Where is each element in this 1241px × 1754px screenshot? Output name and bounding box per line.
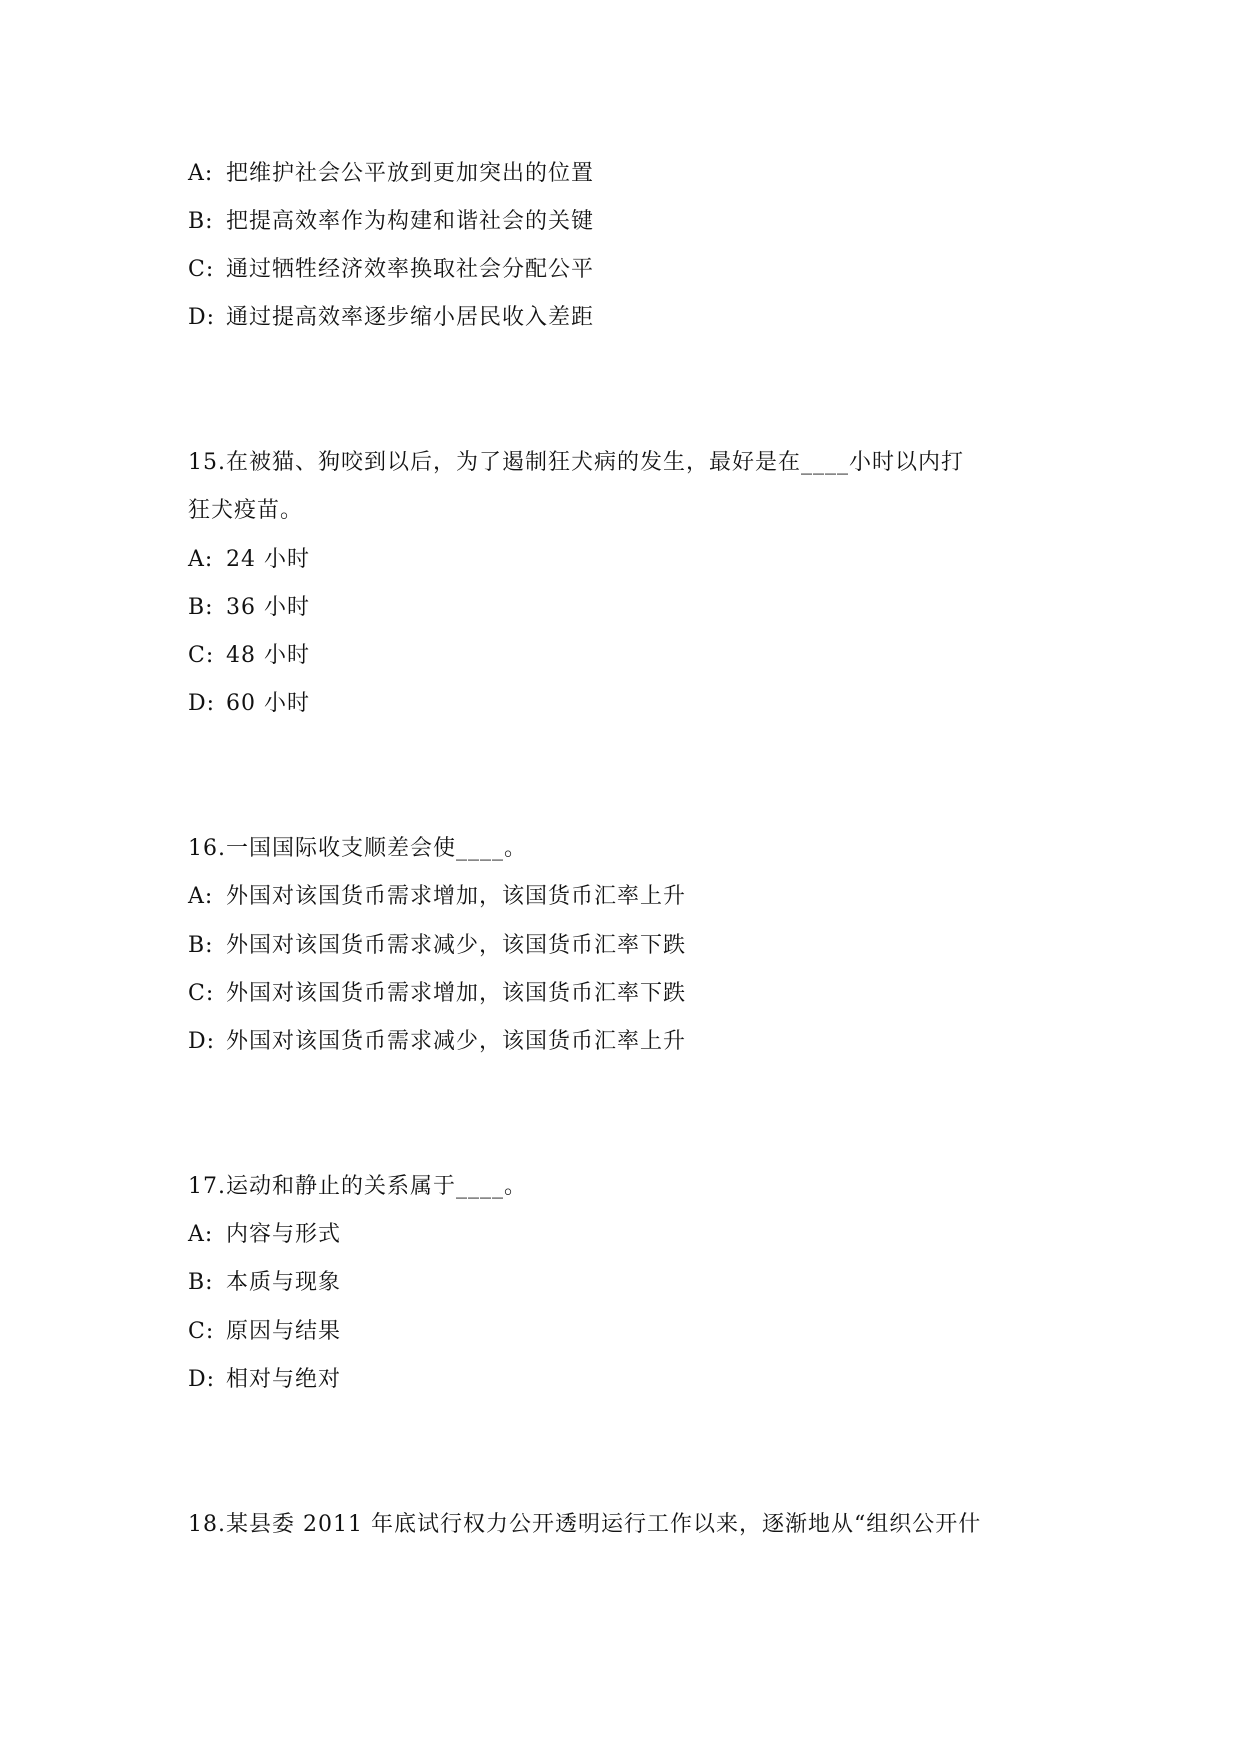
option-text: 通过牺牲经济效率换取社会分配公平 <box>226 257 595 282</box>
option-key: D: <box>188 305 216 330</box>
option-text: 相对与绝对 <box>226 1367 342 1392</box>
q16-option-b <box>188 931 686 961</box>
q14-option-d <box>188 303 594 333</box>
q14-option-c <box>188 255 594 285</box>
option-text: 把维护社会公平放到更加突出的位置 <box>226 161 595 186</box>
option-text: 外国对该国货币需求减少，该国货币汇率下跌 <box>226 933 687 958</box>
q15-stem-line1: 15.在被猫、狗咬到以后，为了遏制狂犬病的发生，最好是在____小时以内打 <box>188 450 964 475</box>
option-key: C: <box>188 257 215 282</box>
option-text: 48 小时 <box>226 643 310 668</box>
option-text: 24 小时 <box>226 547 310 572</box>
option-text: 原因与结果 <box>226 1319 342 1344</box>
q16-option-c <box>188 979 686 1009</box>
q14-option-a <box>188 159 594 189</box>
option-text: 本质与现象 <box>226 1270 342 1295</box>
q16-option-a <box>188 882 686 912</box>
option-key: D: <box>188 1367 216 1392</box>
option-key: A: <box>188 1222 214 1247</box>
option-key: D: <box>188 691 216 716</box>
option-text: 外国对该国货币需求增加，该国货币汇率上升 <box>226 884 687 909</box>
q16-stem: 16.一国国际收支顺差会使____。 <box>188 836 527 861</box>
option-text: 外国对该国货币需求减少，该国货币汇率上升 <box>226 1029 687 1054</box>
q15-option-d <box>188 689 310 719</box>
q15-option-c <box>188 641 310 671</box>
q15-stem-line2: 狂犬疫苗。 <box>188 498 304 523</box>
q15-option-a <box>188 545 310 575</box>
option-text: 通过提高效率逐步缩小居民收入差距 <box>226 305 595 330</box>
option-key: B: <box>188 595 214 620</box>
option-key: C: <box>188 643 215 668</box>
option-text: 60 小时 <box>226 691 310 716</box>
q14-option-b <box>188 207 594 237</box>
option-key: D: <box>188 1029 216 1054</box>
option-key: A: <box>188 161 214 186</box>
q17-option-b <box>188 1268 341 1298</box>
option-key: B: <box>188 1270 214 1295</box>
q17-option-c <box>188 1317 341 1347</box>
option-text: 内容与形式 <box>226 1222 342 1247</box>
option-key: B: <box>188 209 214 234</box>
option-text: 36 小时 <box>226 595 310 620</box>
option-key: C: <box>188 1319 215 1344</box>
q15-option-b <box>188 593 310 623</box>
q17-stem: 17.运动和静止的关系属于____。 <box>188 1174 527 1199</box>
q17-option-d <box>188 1365 341 1395</box>
option-key: C: <box>188 981 215 1006</box>
option-text: 外国对该国货币需求增加，该国货币汇率下跌 <box>226 981 687 1006</box>
q16-option-d <box>188 1027 686 1057</box>
q17-option-a <box>188 1220 341 1250</box>
option-text: 把提高效率作为构建和谐社会的关键 <box>226 209 595 234</box>
option-key: A: <box>188 884 214 909</box>
option-key: A: <box>188 547 214 572</box>
option-key: B: <box>188 933 214 958</box>
q18-stem-line1: 18.某县委 2011 年底试行权力公开透明运行工作以来，逐渐地从“组织公开什 <box>188 1512 982 1537</box>
